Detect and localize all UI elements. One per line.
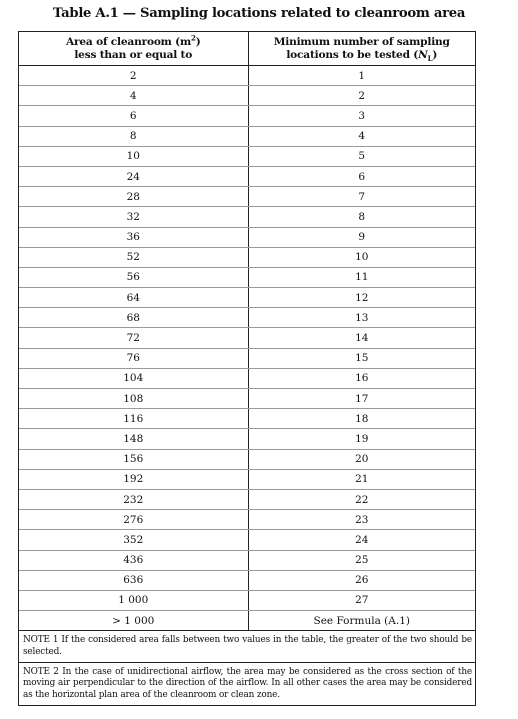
- cell-locations: 12: [248, 288, 475, 308]
- note-1: NOTE 1 If the considered area falls between two values in the table, the greater of the two should be selected.: [19, 631, 475, 663]
- cell-area: 276: [19, 510, 248, 530]
- sampling-locations-table: [19, 32, 475, 631]
- header-locations: [248, 32, 475, 66]
- table-row: [19, 187, 475, 207]
- cell-locations: 10: [248, 247, 475, 267]
- cell-locations: 15: [248, 348, 475, 368]
- cell-area: 116: [19, 409, 248, 429]
- table-row: [19, 66, 475, 86]
- table-row: [19, 590, 475, 610]
- cell-locations: 22: [248, 489, 475, 509]
- table-row: [19, 126, 475, 146]
- cell-area: 8: [19, 126, 248, 146]
- cell-locations: 23: [248, 510, 475, 530]
- table-row: [19, 530, 475, 550]
- sampling-table-container: [18, 31, 476, 706]
- cell-area: 352: [19, 530, 248, 550]
- table-row: [19, 267, 475, 287]
- cell-area: 56: [19, 267, 248, 287]
- table-row: [19, 106, 475, 126]
- table-row: [19, 247, 475, 267]
- cell-area: 64: [19, 288, 248, 308]
- cell-area: 192: [19, 469, 248, 489]
- cell-locations: 13: [248, 308, 475, 328]
- cell-area: 232: [19, 489, 248, 509]
- cell-area: > 1 000: [19, 611, 248, 631]
- cell-area: 76: [19, 348, 248, 368]
- cell-area: 68: [19, 308, 248, 328]
- cell-locations: 27: [248, 590, 475, 610]
- cell-area: 6: [19, 106, 248, 126]
- cell-area: 436: [19, 550, 248, 570]
- cell-locations: 26: [248, 570, 475, 590]
- cell-locations: 6: [248, 166, 475, 186]
- cell-locations: 18: [248, 409, 475, 429]
- cell-area: 72: [19, 328, 248, 348]
- cell-locations: 24: [248, 530, 475, 550]
- table-row: [19, 489, 475, 509]
- cell-locations: 25: [248, 550, 475, 570]
- header-area-line2: less than or equal to: [74, 48, 193, 61]
- table-row: [19, 611, 475, 631]
- cell-locations: 2: [248, 86, 475, 106]
- table-row: [19, 449, 475, 469]
- table-row: [19, 429, 475, 449]
- table-notes: [19, 631, 475, 705]
- cell-area: 24: [19, 166, 248, 186]
- cell-locations: 11: [248, 267, 475, 287]
- cell-locations: 16: [248, 368, 475, 388]
- table-row: [19, 288, 475, 308]
- cell-area: 4: [19, 86, 248, 106]
- table-body: [19, 66, 475, 631]
- cell-area: 148: [19, 429, 248, 449]
- table-row: [19, 146, 475, 166]
- cell-locations: See Formula (A.1): [248, 611, 475, 631]
- table-title: Table A.1 — Sampling locations related to cleanroom area: [52, 6, 466, 21]
- cell-area: 28: [19, 187, 248, 207]
- cell-area: 104: [19, 368, 248, 388]
- cell-locations: 8: [248, 207, 475, 227]
- cell-locations: 19: [248, 429, 475, 449]
- cell-area: 52: [19, 247, 248, 267]
- table-header-row: [19, 32, 475, 66]
- cell-locations: 21: [248, 469, 475, 489]
- cell-area: 156: [19, 449, 248, 469]
- cell-area: 108: [19, 389, 248, 409]
- cell-area: 10: [19, 146, 248, 166]
- cell-locations: 20: [248, 449, 475, 469]
- header-locations-line2: locations to be tested $(N_L)$: [286, 48, 438, 63]
- table-row: [19, 227, 475, 247]
- table-row: [19, 570, 475, 590]
- cell-area: 32: [19, 207, 248, 227]
- table-row: [19, 86, 475, 106]
- cell-area: 636: [19, 570, 248, 590]
- table-row: [19, 389, 475, 409]
- cell-locations: 14: [248, 328, 475, 348]
- table-row: [19, 308, 475, 328]
- cell-locations: 4: [248, 126, 475, 146]
- table-row: [19, 348, 475, 368]
- cell-locations: 9: [248, 227, 475, 247]
- cell-locations: 17: [248, 389, 475, 409]
- cell-area: 1 000: [19, 590, 248, 610]
- cell-locations: 7: [248, 187, 475, 207]
- cell-area: 36: [19, 227, 248, 247]
- header-area: [19, 32, 248, 66]
- cell-area: 2: [19, 66, 248, 86]
- table-row: [19, 550, 475, 570]
- table-row: [19, 469, 475, 489]
- header-locations-line1: Minimum number of sampling: [273, 36, 450, 48]
- cell-locations: 1: [248, 66, 475, 86]
- table-row: [19, 328, 475, 348]
- table-row: [19, 510, 475, 530]
- table-row: [19, 207, 475, 227]
- cell-locations: 3: [248, 106, 475, 126]
- note-2: NOTE 2 In the case of unidirectional airflow, the area may be considered as the cross section of the moving air perpendicular to the direction of the airflow. In all other cases the area may be considered as the horizontal plan area of the cleanroom or clean zone.: [23, 667, 472, 700]
- table-row: [19, 368, 475, 388]
- table-row: [19, 409, 475, 429]
- cell-locations: 5: [248, 146, 475, 166]
- table-row: [19, 166, 475, 186]
- header-area-line1: Area of cleanroom $(m^2)$: [65, 33, 201, 48]
